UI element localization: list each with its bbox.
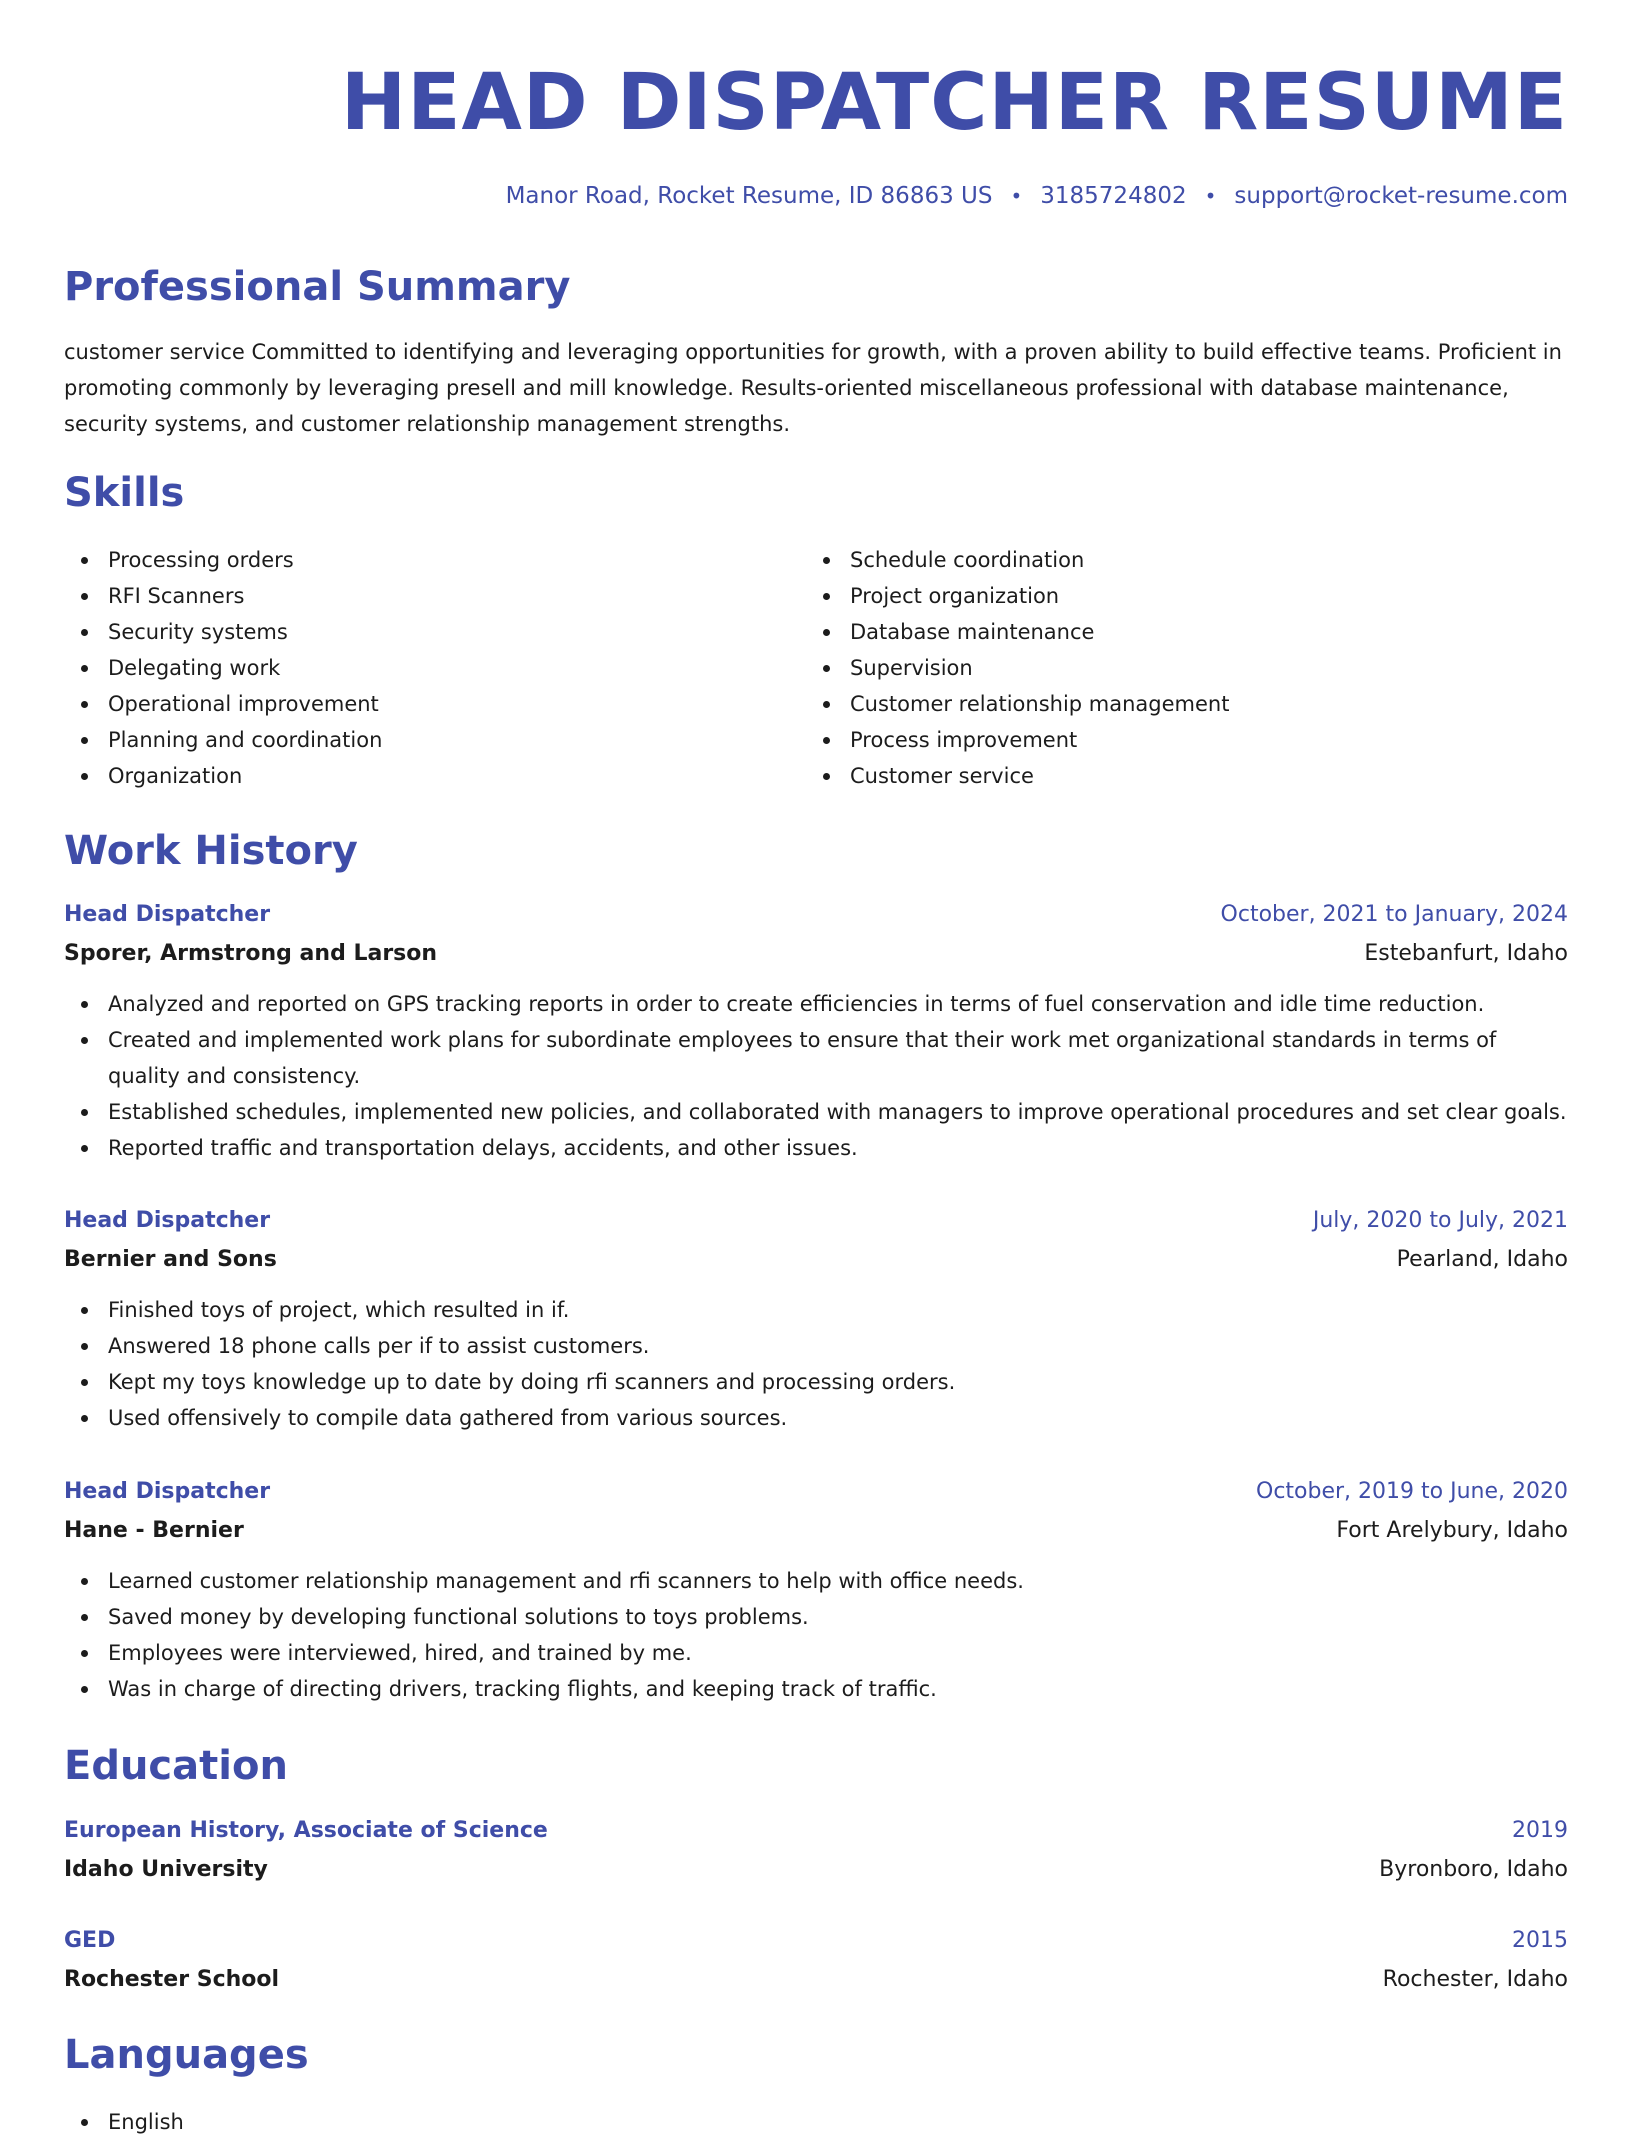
job-company: Sporer, Armstrong and Larson (64, 941, 438, 966)
job-company: Bernier and Sons (64, 1247, 277, 1272)
skill-item: Customer relationship management (806, 686, 1506, 722)
languages-heading: Languages (64, 2032, 309, 2078)
job-bullet: Saved money by developing functional solutions to toys problems. (64, 1599, 1568, 1635)
job-bullet: Established schedules, implemented new policies, and collaborated with managers to improve operational procedures and set clear goals. (64, 1094, 1568, 1130)
education-year: 2015 (1512, 1928, 1568, 1953)
education-location: Rochester, Idaho (1382, 1967, 1568, 1992)
contact-separator: • (1204, 184, 1217, 208)
education-school: Idaho University (64, 1857, 268, 1882)
education-year: 2019 (1512, 1818, 1568, 1843)
job-bullet: Analyzed and reported on GPS tracking reports in order to create efficiencies in terms of fuel conservation and idle time reduction. (64, 986, 1568, 1022)
job-title: Head Dispatcher (64, 902, 271, 927)
skill-item: Security systems (64, 614, 764, 650)
job-bullet: Created and implemented work plans for subordinate employees to ensure that their work met organizational standards in terms of quality and consistency. (64, 1022, 1568, 1094)
job-bullet: Finished toys of project, which resulted in if. (64, 1292, 1568, 1328)
job-bullet: Answered 18 phone calls per if to assist customers. (64, 1328, 1568, 1364)
summary-heading: Professional Summary (64, 264, 571, 310)
resume-title: HEAD DISPATCHER RESUME (340, 58, 1568, 148)
contact-phone: 3185724802 (1040, 183, 1187, 209)
skill-item: Project organization (806, 578, 1506, 614)
job-bullet: Employees were interviewed, hired, and trained by me. (64, 1635, 1568, 1671)
skill-item: Processing orders (64, 542, 764, 578)
skill-item: Customer service (806, 758, 1506, 794)
job-dates: October, 2019 to June, 2020 (1256, 1479, 1568, 1504)
job-dates: October, 2021 to January, 2024 (1220, 902, 1568, 927)
education-school: Rochester School (64, 1967, 280, 1992)
skill-item: Process improvement (806, 722, 1506, 758)
skill-item: Database maintenance (806, 614, 1506, 650)
skill-item: Delegating work (64, 650, 764, 686)
job-entry (64, 1202, 1568, 1436)
summary-text: customer service Committed to identifying and leveraging opportunities for growth, with a proven ability to build effective teams. Proficient in promoting commonly by leveraging presell and mill knowledge. Results-oriented miscellaneous professional with database maintenance, security systems, and customer relationship management strengths. (64, 340, 1562, 436)
job-bullet: Reported traffic and transportation delays, accidents, and other issues. (64, 1130, 1568, 1166)
job-dates: July, 2020 to July, 2021 (1312, 1208, 1568, 1233)
education-entry (64, 1922, 1568, 2000)
job-company: Hane - Bernier (64, 1518, 244, 1543)
skills-left-column (64, 542, 764, 794)
job-title: Head Dispatcher (64, 1208, 271, 1233)
language-item: English (64, 2104, 1568, 2140)
skill-item: Operational improvement (64, 686, 764, 722)
resume-page (64, 0, 1568, 2134)
skills-heading: Skills (64, 470, 185, 516)
languages-list (64, 2092, 1568, 2140)
job-entry (64, 1473, 1568, 1707)
job-bullet: Learned customer relationship management and rfi scanners to help with office needs. (64, 1563, 1568, 1599)
skill-item: RFI Scanners (64, 578, 764, 614)
education-entry (64, 1812, 1568, 1890)
job-entry (64, 896, 1568, 1166)
job-location: Pearland, Idaho (1396, 1247, 1568, 1272)
job-bullet: Used offensively to compile data gathered from various sources. (64, 1400, 1568, 1436)
work-history-heading: Work History (64, 828, 358, 874)
contact-email[interactable]: support@rocket-resume.com (1234, 183, 1568, 209)
job-bullet: Kept my toys knowledge up to date by doing rfi scanners and processing orders. (64, 1364, 1568, 1400)
job-title: Head Dispatcher (64, 1479, 271, 1504)
skill-item: Schedule coordination (806, 542, 1506, 578)
skill-item: Supervision (806, 650, 1506, 686)
contact-line (506, 180, 1568, 212)
skill-item: Planning and coordination (64, 722, 764, 758)
job-location: Fort Arelybury, Idaho (1336, 1518, 1568, 1543)
contact-address: Manor Road, Rocket Resume, ID 86863 US (505, 183, 993, 209)
job-location: Estebanfurt, Idaho (1364, 941, 1568, 966)
education-degree: GED (64, 1928, 116, 1953)
contact-separator: • (1010, 184, 1023, 208)
education-location: Byronboro, Idaho (1379, 1857, 1568, 1882)
skill-item: Organization (64, 758, 764, 794)
job-bullet: Was in charge of directing drivers, tracking flights, and keeping track of traffic. (64, 1671, 1568, 1707)
education-heading: Education (64, 1743, 288, 1789)
skills-right-column (806, 542, 1506, 794)
education-degree: European History, Associate of Science (64, 1818, 548, 1843)
